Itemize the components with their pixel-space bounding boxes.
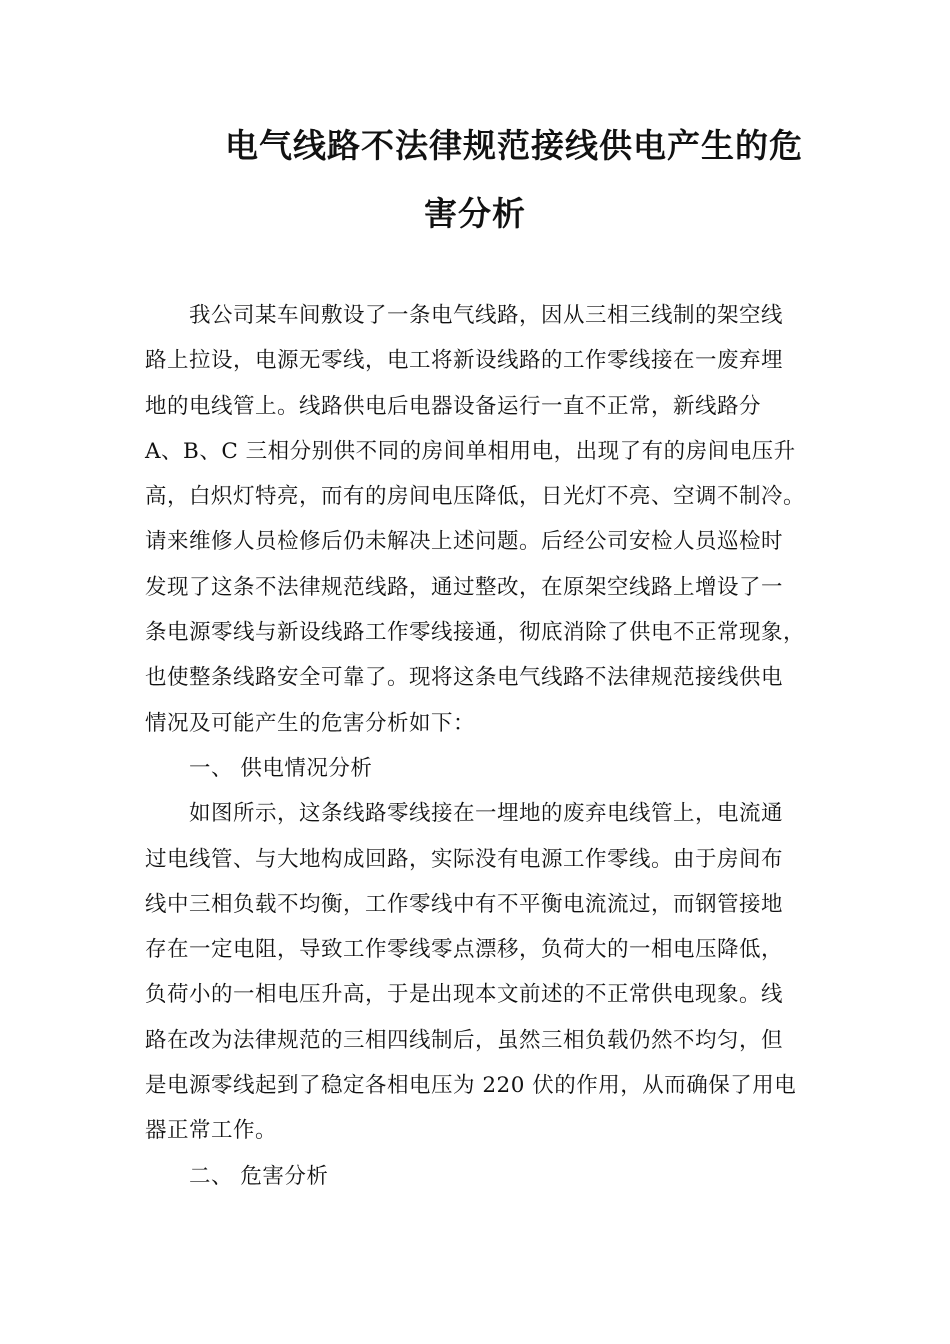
paragraph-intro [145, 293, 825, 1199]
paragraph-line: 条电源零线与新设线路工作零线接通，彻底消除了供电不正常现象， [145, 620, 806, 646]
document-title-line-2: 害分析 [424, 194, 526, 233]
paragraph-line: 地的电线管上。线路供电后电器设备运行一直不正常，新线路分 [145, 393, 762, 419]
paragraph-line: 线中三相负载不均衡，工作零线中有不平衡电流流过，而钢管接地 [145, 891, 784, 917]
paragraph-line: 路上拉设，电源无零线，电工将新设线路的工作零线接在一废弃埋 [145, 348, 784, 374]
section-heading-1: 一、 供电情况分析 [189, 755, 373, 781]
paragraph-line: 发现了这条不法律规范线路，通过整改，在原架空线路上增设了一 [145, 574, 784, 600]
paragraph-line: 如图所示，这条线路零线接在一埋地的废弃电线管上，电流通 [189, 801, 784, 827]
paragraph-line: 是电源零线起到了稳定各相电压为 220 伏的作用，从而确保了用电 [145, 1073, 797, 1099]
paragraph-line: 器正常工作。 [145, 1118, 278, 1144]
section-heading-2: 二、 危害分析 [189, 1163, 329, 1189]
paragraph-line: 路在改为法律规范的三相四线制后，虽然三相负载仍然不均匀，但 [145, 1027, 784, 1053]
paragraph-line: 我公司某车间敷设了一条电气线路，因从三相三线制的架空线 [189, 303, 784, 328]
document-title-line-1: 电气线路不法律规范接线供电产生的危 [225, 126, 803, 165]
paragraph-line: 情况及可能产生的危害分析如下： [145, 710, 476, 736]
paragraph-line: 也使整条线路安全可靠了。现将这条电气线路不法律规范接线供电 [145, 665, 784, 691]
paragraph-line: A、B、C 三相分别供不同的房间单相用电，出现了有的房间电压升 [145, 438, 796, 464]
paragraph-line: 存在一定电阻，导致工作零线零点漂移，负荷大的一相电压降低， [145, 937, 784, 963]
paragraph-line: 过电线管、与大地构成回路，实际没有电源工作零线。由于房间布 [145, 846, 784, 872]
paragraph-line: 高，白炽灯特亮，而有的房间电压降低，日光灯不亮、空调不制冷。 [145, 484, 806, 510]
paragraph-line: 请来维修人员检修后仍未解决上述问题。后经公司安检人员巡检时 [145, 529, 784, 555]
paragraph-line: 负荷小的一相电压升高，于是出现本文前述的不正常供电现象。线 [145, 982, 784, 1008]
